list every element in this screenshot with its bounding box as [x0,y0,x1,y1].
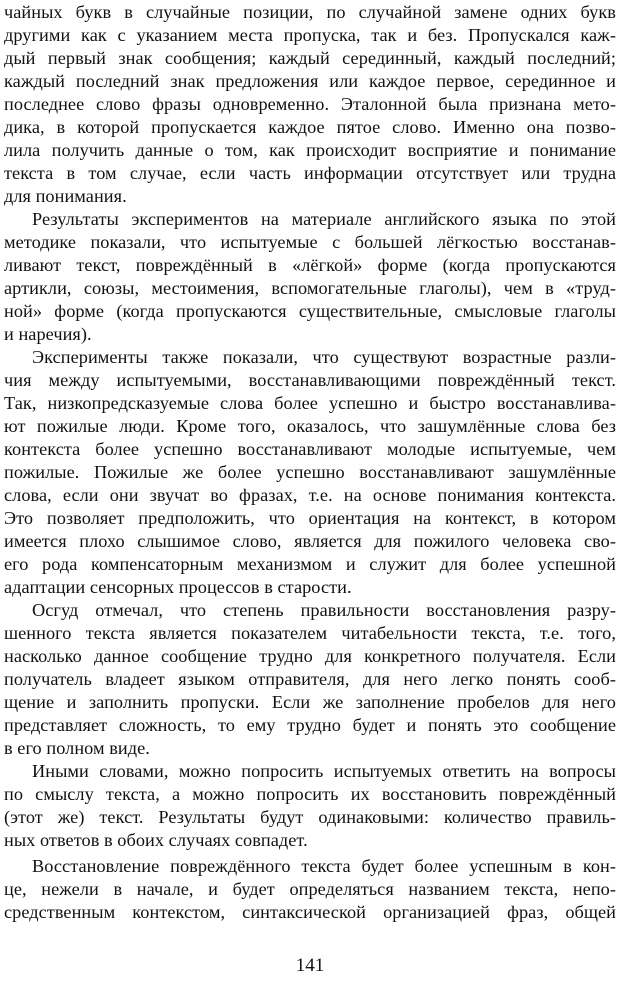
book-page [4,0,616,991]
paragraph-first-line: Результаты экспериментов на материале английского языка по этой [32,209,616,229]
text-line: имеется плохо слышимое слово, является для пожилого человека сво- [4,531,616,551]
paragraph-first-line: Осгуд отмечал, что степень правильности восстановления разру- [32,600,616,620]
text-line: щение и заполнить пропуски. Если же заполнение пробелов для него [4,692,616,712]
text-line: пожилые. Пожилые же более успешно восстанавливают зашумлённые [4,462,616,482]
text-line: Так, низкопредсказуемые слова более успешно и быстро восстанавлива- [4,393,616,413]
text-line: чайных букв в случайные позиции, по случайной замене одних букв [4,2,616,22]
text-line: средственным контекстом, синтаксической организацией фраз, общей [4,902,616,922]
text-line: в его полном виде. [4,738,150,758]
text-line: шенного текста является показателем читабельности текста, т.е. того, [4,623,616,643]
text-line: и наречия). [4,324,92,344]
text-line: по смыслу текста, а можно попросить их восстановить повреждённый [4,784,616,804]
text-line: ной» форме (когда пропускаются существительные, смысловые глаголы [4,301,616,321]
text-line: контекста более успешно восстанавливают молодые испытуемые, чем [4,439,616,459]
text-line: получатель владеет языком отправителя, для него легко понять сооб- [4,669,616,689]
text-line: каждый последний знак предложения или каждое первое, серединное и [4,71,616,91]
text-line: (этот же) текст. Результаты будут одинаковыми: количество правиль- [4,807,616,827]
paragraph-first-line: Восстановление повреждённого текста будет более успешным в кон- [32,856,616,876]
text-line: дый первый знак сообщения; каждый серединный, каждый последний; [4,48,616,68]
text-line: представляет сложность, то ему трудно будет и понять это сообщение [4,715,616,735]
text-line: другими как с указанием места пропуска, так и без. Пропускался каж- [4,25,616,45]
text-line: ных ответов в обоих случаях совпадет. [4,830,308,850]
text-line: ливают текст, повреждённый в «лёгкой» форме (когда пропускаются [4,255,616,275]
text-line: последнее слово фразы одновременно. Эталонной была признана мето- [4,94,616,114]
text-line: чия между испытуемыми, восстанавливающими повреждённый текст. [4,370,616,390]
text-line: дика, в которой пропускается каждое пятое слово. Именно она позво- [4,117,616,137]
text-line: слова, если они звучат во фразах, т.е. на основе понимания контекста. [4,485,616,505]
text-line: лила получить данные о том, как происходит восприятие и понимание [4,140,616,160]
text-line: насколько данное сообщение трудно для конкретного получателя. Если [4,646,616,666]
text-line: текста в том случае, если часть информации отсутствует или трудна [4,163,616,183]
page-number: 141 [295,955,325,976]
text-line: артикли, союзы, местоимения, вспомогательные глаголы), чем в «труд- [4,278,616,298]
text-line: це, нежели в начале, и будет определяться названием текста, непо- [4,879,616,899]
text-line: ют пожилые люди. Кроме того, оказалось, что зашумлённые слова без [4,416,616,436]
text-line: его рода компенсаторным механизмом и служит для более успешной [4,554,616,574]
paragraph-first-line: Иными словами, можно попросить испытуемых ответить на вопросы [32,761,616,781]
text-line: Это позволяет предположить, что ориентация на контекст, в котором [4,508,616,528]
text-line: методике показали, что испытуемые с большей лёгкостью восстанав- [4,232,616,252]
paragraph-first-line: Эксперименты также показали, что существуют возрастные разли- [32,347,616,367]
text-line: для понимания. [4,186,127,206]
text-line: адаптации сенсорных процессов в старости. [4,577,352,597]
